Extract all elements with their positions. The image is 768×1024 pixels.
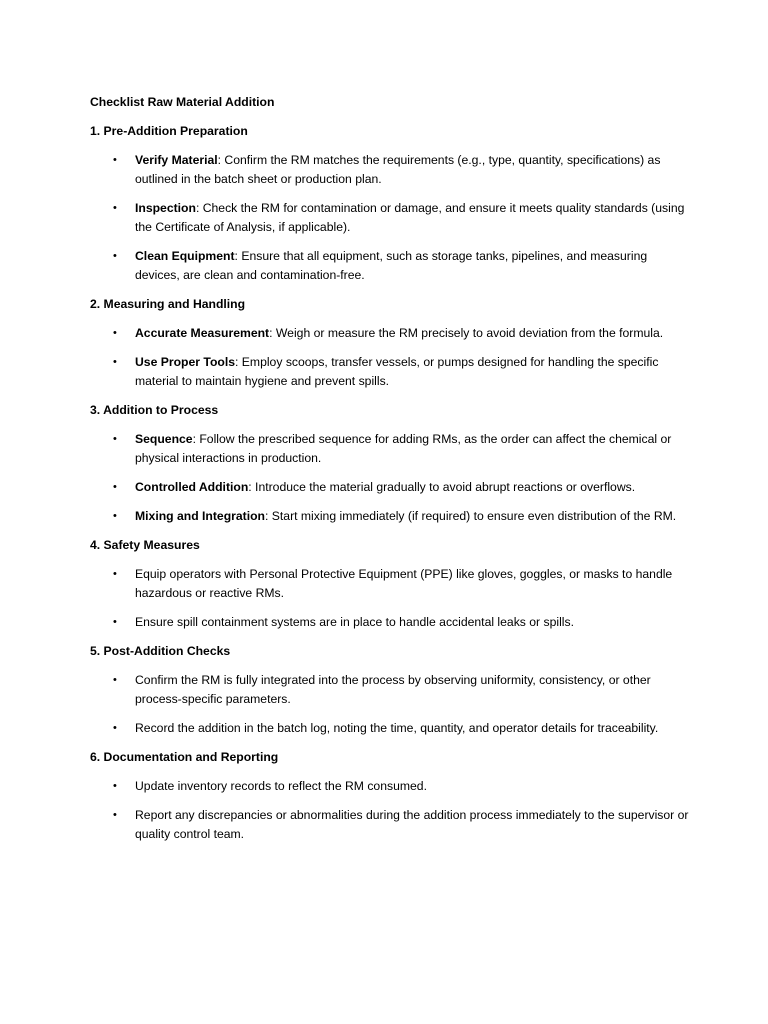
bullet-icon: • xyxy=(113,202,117,214)
list-item xyxy=(90,613,690,632)
bullet-icon: • xyxy=(113,433,117,445)
list-item-text xyxy=(135,478,690,497)
section-2 xyxy=(90,295,690,391)
bullet-icon: • xyxy=(113,356,117,368)
bullet-icon: • xyxy=(113,722,117,734)
bullet-icon: • xyxy=(113,616,117,628)
list-item-text xyxy=(135,507,690,526)
bullet-icon: • xyxy=(113,568,117,580)
bullet-list xyxy=(90,671,690,738)
bullet-list xyxy=(90,430,690,526)
bullet-icon: • xyxy=(113,674,117,686)
section-heading: 5. Post-Addition Checks xyxy=(90,644,231,658)
list-item-text xyxy=(135,671,690,709)
section-heading: 3. Addition to Process xyxy=(90,403,219,417)
list-item-term: Verify Material xyxy=(135,153,218,167)
list-item-text xyxy=(135,353,690,391)
list-item-text xyxy=(135,430,690,468)
list-item-description: : Ensure that all equipment, such as storage tanks, pipelines, and measuring devices, are clean and contamination-free. xyxy=(135,249,648,282)
list-item-term: Controlled Addition xyxy=(135,480,249,494)
bullet-icon: • xyxy=(113,510,117,522)
list-item-term: Accurate Measurement xyxy=(135,326,270,340)
list-item-text xyxy=(135,777,690,796)
list-item-term: Sequence xyxy=(135,432,193,446)
list-item-description: : Weigh or measure the RM precisely to avoid deviation from the formula. xyxy=(269,326,664,340)
list-item xyxy=(90,478,690,497)
list-item xyxy=(90,671,690,709)
list-item-text xyxy=(135,613,690,632)
list-item-text xyxy=(135,247,690,285)
bullet-icon: • xyxy=(113,481,117,493)
list-item-description: : Start mixing immediately (if required) to ensure even distribution of the RM. xyxy=(265,509,677,523)
bullet-icon: • xyxy=(113,809,117,821)
list-item xyxy=(90,430,690,468)
list-item-text xyxy=(135,151,690,189)
section-heading: 4. Safety Measures xyxy=(90,538,200,552)
section-4 xyxy=(90,536,690,632)
list-item xyxy=(90,719,690,738)
list-item xyxy=(90,353,690,391)
list-item-text xyxy=(135,324,690,343)
list-item xyxy=(90,247,690,285)
bullet-icon: • xyxy=(113,250,117,262)
list-item-text xyxy=(135,719,690,738)
list-item-term: Use Proper Tools xyxy=(135,355,236,369)
bullet-icon: • xyxy=(113,327,117,339)
section-3 xyxy=(90,401,690,526)
bullet-list xyxy=(90,565,690,632)
list-item-description: : Employ scoops, transfer vessels, or pumps designed for handling the specific material to maintain hygiene and prevent spills. xyxy=(135,355,659,388)
list-item xyxy=(90,151,690,189)
section-heading: 6. Documentation and Reporting xyxy=(90,750,279,764)
list-item xyxy=(90,777,690,796)
list-item-description: Report any discrepancies or abnormalities during the addition process immediately to the supervisor or quality control team. xyxy=(135,808,689,841)
list-item-text xyxy=(135,565,690,603)
list-item-description: Ensure spill containment systems are in place to handle accidental leaks or spills. xyxy=(135,615,574,629)
list-item-description: : Introduce the material gradually to avoid abrupt reactions or overflows. xyxy=(248,480,636,494)
section-6 xyxy=(90,748,690,844)
list-item-text xyxy=(135,806,690,844)
document-page xyxy=(90,93,690,854)
list-item-description: : Follow the prescribed sequence for adding RMs, as the order can affect the chemical or physical interactions in production. xyxy=(135,432,672,465)
list-item-term: Clean Equipment xyxy=(135,249,235,263)
list-item-description: : Confirm the RM matches the requirements (e.g., type, quantity, specifications) as outlined in the batch sheet or production plan. xyxy=(135,153,661,186)
list-item xyxy=(90,507,690,526)
list-item-description: Update inventory records to reflect the RM consumed. xyxy=(135,779,427,793)
bullet-list xyxy=(90,777,690,844)
list-item-term: Inspection xyxy=(135,201,196,215)
bullet-list xyxy=(90,324,690,391)
list-item xyxy=(90,324,690,343)
list-item xyxy=(90,565,690,603)
bullet-list xyxy=(90,151,690,285)
section-heading: 1. Pre-Addition Preparation xyxy=(90,124,248,138)
list-item-term: Mixing and Integration xyxy=(135,509,265,523)
document-body xyxy=(90,122,690,844)
list-item-description: Record the addition in the batch log, noting the time, quantity, and operator details for traceability. xyxy=(135,721,659,735)
list-item-description: Confirm the RM is fully integrated into the process by observing uniformity, consistency, or other process-specific parameters. xyxy=(135,673,651,706)
list-item-description: : Check the RM for contamination or damage, and ensure it meets quality standards (using the Certificate of Analysis, if applicable). xyxy=(135,201,685,234)
list-item-text xyxy=(135,199,690,237)
bullet-icon: • xyxy=(113,154,117,166)
section-5 xyxy=(90,642,690,738)
section-heading: 2. Measuring and Handling xyxy=(90,297,246,311)
section-1 xyxy=(90,122,690,285)
document-title: Checklist Raw Material Addition xyxy=(90,95,275,109)
list-item-description: Equip operators with Personal Protective Equipment (PPE) like gloves, goggles, or masks to handle hazardous or reactive RMs. xyxy=(135,567,673,600)
list-item xyxy=(90,806,690,844)
bullet-icon: • xyxy=(113,780,117,792)
list-item xyxy=(90,199,690,237)
